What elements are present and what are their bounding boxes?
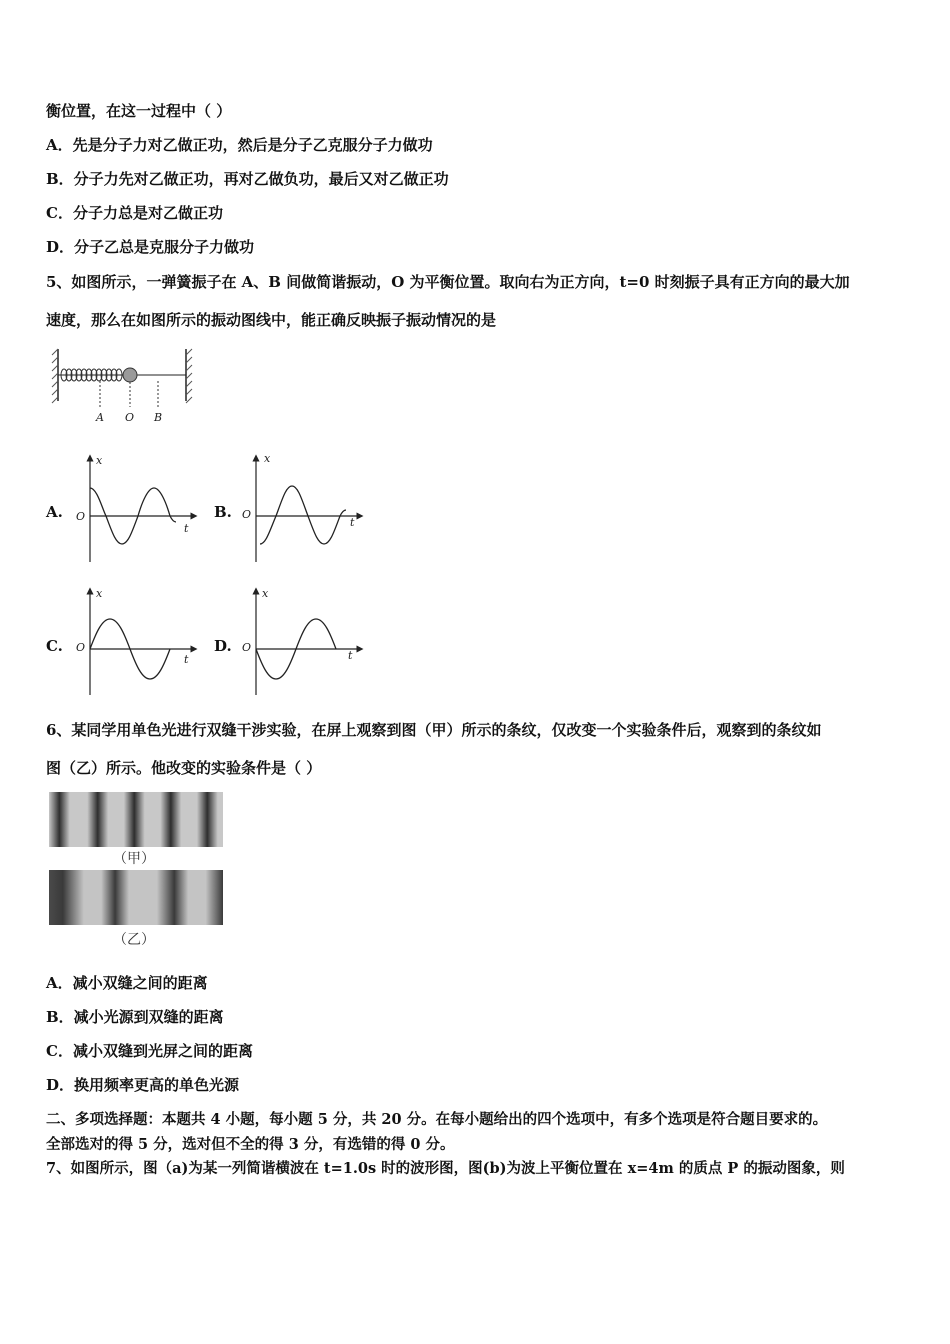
q6-stem-line2: 图（乙）所示。他改变的实验条件是（ ） bbox=[46, 759, 322, 777]
axis-t-label: t bbox=[184, 522, 189, 535]
q6-option-d: D．换用频率更高的单色光源 bbox=[46, 1076, 240, 1094]
q7-stem-line1: 7、如图所示，图（a)为某一列简谐横波在 t=1.0s 时的波形图，图(b)为波上平衡位置在 x=4m 的质点 P 的振动图象，则 bbox=[46, 1160, 845, 1177]
graph-option-c-label: C. bbox=[46, 637, 63, 655]
graph-option-d-label: D. bbox=[214, 637, 232, 655]
q5-stem-line2: 速度，那么在如图所示的振动图线中，能正确反映振子振动情况的是 bbox=[46, 311, 497, 329]
graph-option-b[interactable] bbox=[236, 452, 366, 564]
spring-oscillator-figure bbox=[48, 345, 198, 427]
axis-x-label: x bbox=[262, 587, 269, 600]
axis-x-label: x bbox=[264, 452, 271, 465]
label-b: B bbox=[154, 411, 163, 424]
q6-option-c: C．减小双缝到光屏之间的距离 bbox=[46, 1042, 253, 1060]
axis-x-label: x bbox=[96, 454, 103, 467]
q4-option-a: A．先是分子力对乙做正功，然后是分子乙克服分子力做功 bbox=[46, 136, 433, 154]
axis-x-label: x bbox=[96, 587, 103, 600]
origin-label: O bbox=[242, 508, 252, 521]
axis-t-label: t bbox=[350, 516, 355, 529]
graph-option-c[interactable] bbox=[70, 585, 200, 697]
q6-option-a: A．减小双缝之间的距离 bbox=[46, 974, 208, 992]
axis-t-label: t bbox=[184, 653, 189, 666]
section2-line1: 二、多项选择题：本题共 4 小题，每小题 5 分，共 20 分。在每小题给出的四个选项中，有多个选项是符合题目要求的。 bbox=[46, 1111, 828, 1128]
origin-label: O bbox=[76, 510, 86, 523]
graph-option-b-label: B. bbox=[214, 503, 232, 521]
origin-label: O bbox=[76, 641, 86, 654]
fringe-pattern-yi bbox=[49, 870, 223, 925]
fringe-pattern-jia bbox=[49, 792, 223, 847]
origin-label: O bbox=[242, 641, 252, 654]
q4-option-d: D．分子乙总是克服分子力做功 bbox=[46, 238, 255, 256]
q6-option-b: B．减小光源到双缝的距离 bbox=[46, 1008, 224, 1026]
fringe-label-jia: （甲） bbox=[113, 851, 155, 867]
oscillator-ball bbox=[123, 368, 137, 382]
graph-option-a[interactable] bbox=[70, 452, 200, 564]
fringe-label-yi: （乙） bbox=[113, 932, 155, 948]
q5-stem-line1: 5、如图所示，一弹簧振子在 A、B 间做简谐振动，O 为平衡位置。取向右为正方向，t=0 时刻振子具有正方向的最大加 bbox=[46, 273, 850, 291]
q4-option-c: C．分子力总是对乙做正功 bbox=[46, 204, 223, 222]
label-o: O bbox=[125, 411, 135, 424]
axis-t-label: t bbox=[348, 649, 353, 662]
q4-option-b: B．分子力先对乙做正功，再对乙做负功，最后又对乙做正功 bbox=[46, 170, 449, 188]
graph-option-a-label: A. bbox=[46, 503, 63, 521]
q6-stem-line1: 6、某同学用单色光进行双缝干涉实验，在屏上观察到图（甲）所示的条纹，仅改变一个实验条件后，观察到的条纹如 bbox=[46, 721, 822, 739]
section2-line2: 全部选对的得 5 分，选对但不全的得 3 分，有选错的得 0 分。 bbox=[46, 1136, 455, 1153]
label-a: A bbox=[96, 411, 104, 424]
graph-option-d[interactable] bbox=[236, 585, 366, 697]
q4-continuation: 衡位置，在这一过程中（ ） bbox=[46, 102, 232, 120]
